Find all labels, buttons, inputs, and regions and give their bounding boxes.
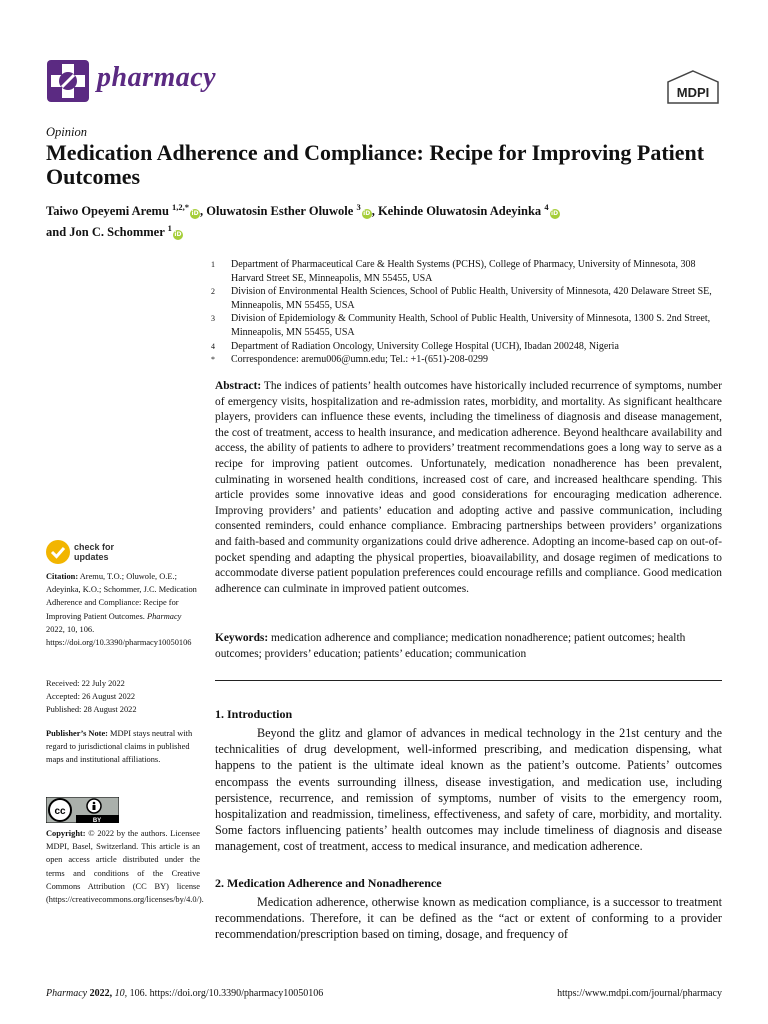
affiliation-item: 4 Department of Radiation Oncology, University College Hospital (UCH), Ibadan 200248, Nigeria	[211, 340, 619, 352]
cc-by-license-icon[interactable]	[46, 797, 119, 823]
citation: Citation: Aremu, T.O.; Oluwole, O.E.; Adeyinka, K.O.; Schommer, J.C. Medication Adherence and Compliance: Recipe for Improving Patient Outcomes. Pharmacy 2022, 10, 106. https://doi.org/10.3390/pharmacy10050106	[46, 572, 197, 648]
mdpi-logo-icon[interactable]	[666, 70, 720, 104]
affiliation-item: 2 Division of Environmental Health Sciences, School of Public Health, University of Minnesota, 420 Delaware Street SE, Minneapolis, MN 55455, USA	[211, 286, 712, 311]
footer-journal-url[interactable]: https://www.mdpi.com/journal/pharmacy	[557, 988, 722, 999]
author-affil-sup: 1	[167, 223, 172, 234]
orcid-icon[interactable]: iD	[174, 231, 182, 239]
author-affil-sup: 4	[544, 202, 549, 212]
keywords	[215, 630, 722, 662]
citation-doi-link[interactable]: 2022, 10, 106. https://doi.org/10.3390/pharmacy10050106	[46, 624, 192, 648]
affiliation-item: 1 Department of Pharmaceutical Care & Health Systems (PCHS), College of Pharmacy, University of Minnesota, 308 Harvard Street SE, Minneapolis, MN 55455, USA	[211, 259, 696, 284]
cc-by-label: BY	[92, 818, 102, 823]
copyright-notice: Copyright: © 2022 by the authors. Licensee MDPI, Basel, Switzerland. This article is an open access article distributed under the terms and conditions of the Creative Commons Attribution (CC BY) license (https://creativecommons.org/licenses/by/4.0/).	[46, 829, 204, 905]
published-date: Published: 28 August 2022	[46, 705, 137, 715]
keywords-text: medication adherence and compliance; medication nonadherence; patient outcomes; health outcomes; providers’ education; patients’ education; communication	[215, 632, 686, 660]
article-title: Medication Adherence and Compliance: Recipe for Improving Patient Outcomes	[46, 140, 705, 189]
author-affil-sup: 1,2,*	[172, 202, 190, 212]
abstract-label: Abstract:	[215, 380, 262, 392]
author-name[interactable]: Kehinde Oluwatosin Adeyinka	[377, 204, 542, 219]
affiliation-item: 3 Division of Epidemiology & Community Health, School of Public Health, University of Minnesota, 1300 S. 2nd Street, Minneapolis, MN 55455, USA	[211, 313, 711, 338]
abstract	[215, 379, 722, 597]
article-type: Opinion	[46, 125, 87, 139]
accepted-date: Accepted: 26 August 2022	[46, 692, 136, 702]
publisher-note: Publisher’s Note: MDPI stays neutral with regard to jurisdictional claims in published maps and institutional affiliations.	[46, 729, 193, 765]
author-name[interactable]: Jon C. Schommer	[69, 225, 165, 240]
orcid-icon[interactable]: iD	[191, 210, 199, 218]
received-date: Received: 22 July 2022	[46, 679, 125, 688]
footer-doi-link[interactable]: 106. https://doi.org/10.3390/pharmacy10050106	[129, 988, 324, 999]
section-body: Medication adherence, otherwise known as medication compliance, is a successor to treatment recommendations. Therefore, it can be defined as the “act or extent of conforming to a provider recommendation/prescription based on timing, dosage, and frequency of	[215, 895, 722, 942]
section-body: Beyond the glitz and glamor of advances in medical technology in the 21st century and the technicalities of drug development, well-informed prescribing, and medication dispensing, what happens to the patient is the ultimate ideal known as the patient’s outcome. Patients’ outcomes encompass the events surrounding illness, disease investigation, and medication use, including persistence, recurrence, and remission of symptoms, number of visits to the emergency room, hospitalization and readmission, timeliness, effectiveness, and safety of care, morbidity, and mortality. Some factors influencing patients’ health outcomes may include timeliness of diagnosis and disease management, cost of treatment, access to medical insurance, and medication adherence.	[215, 726, 722, 854]
journal-logo-icon	[47, 60, 89, 102]
check-for-updates-button[interactable]: check for updates	[74, 542, 115, 562]
affiliations	[211, 258, 726, 367]
author-affil-sup: 3	[356, 202, 361, 212]
abstract-text: The indices of patients’ health outcomes have historically included recurrence of symptoms, number of emergency visits, hospitalization and re-admission rates, morbidity, and mortality. As significant healthcare players, providers can influence these events, including the timeliness of diagnosis and disease management, the cost of treatment, access to health insurance, and medication adherence. Beyond healthcare availability and access, the ability of patients to adhere to providers’ treatment recommendations goes a long way to serve as a recipe for improving patient outcomes. Unfortunately, medication nonadherence has been prevalent, culminating in worsened health conditions, increased cost of care, and increased healthcare spending. This article provides some innovative ideas and good considerations for encouraging medication adherence. Improving providers’ and patients’ education and adopting active and passive communication, including consented reminders, could enhance compliance. Embracing partnerships between providers’ organizations and faith-based and community organizations could drive adherence. Adopting an income-based cap on out-of-pocket spending and adapting the physical properties, bioavailability, and dosage regimen of medications to accommodate diverse patient population preferences could encourage refills and compliance. Good medication adherence can culminate in improved patient outcomes.	[215, 380, 722, 595]
author-name[interactable]: Oluwatosin Esther Oluwole	[206, 204, 354, 219]
check-for-updates-icon[interactable]	[46, 540, 70, 564]
svg-text:cc: cc	[54, 806, 66, 817]
mdpi-logo-text: MDPI	[676, 85, 710, 100]
section-divider	[215, 680, 722, 681]
orcid-icon[interactable]: iD	[363, 210, 371, 218]
publication-dates	[46, 677, 200, 717]
correspondence: * Correspondence: aremu006@umn.edu; Tel.: +1-(651)-208-0299	[211, 354, 488, 366]
section-heading: 2. Medication Adherence and Nonadherence	[215, 876, 442, 890]
journal-name[interactable]: pharmacy	[97, 62, 217, 93]
footer-citation: Pharmacy 2022, 10, 106. https://doi.org/10.3390/pharmacy10050106	[46, 988, 324, 999]
orcid-icon[interactable]: iD	[551, 210, 559, 218]
author-list: Taiwo Opeyemi Aremu $^{1,2,*}$iD, Oluwatosin Esther Oluwole $^3$iD, Kehinde Oluwatosin Adeyinka $^4$iD and Jon C. Schommer $^1$iD	[46, 202, 559, 240]
author-name[interactable]: Taiwo Opeyemi Aremu	[46, 204, 169, 219]
keywords-label: Keywords:	[215, 632, 269, 644]
section-heading: 1. Introduction	[215, 707, 293, 721]
